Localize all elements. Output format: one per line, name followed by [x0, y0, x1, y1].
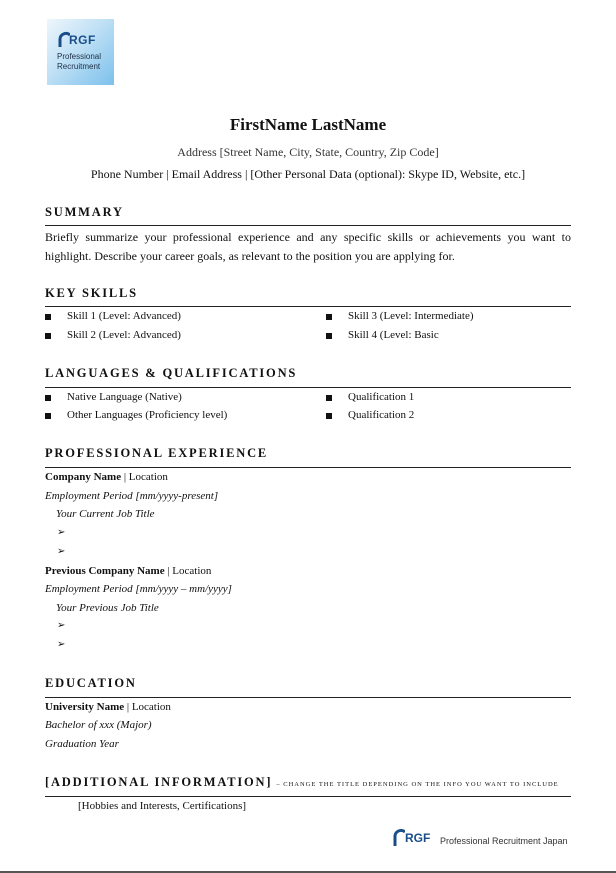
company-name: Company Name — [45, 471, 122, 483]
arrow-bullet-icon: ➢ — [57, 639, 66, 650]
bullet-square-icon — [326, 395, 332, 401]
company-line — [45, 565, 211, 577]
degree: Bachelor of xxx (Major) — [45, 719, 152, 731]
bullet-square-icon — [326, 413, 332, 419]
company-name: Previous Company Name — [45, 565, 165, 577]
logo-brand: RGF — [69, 33, 96, 47]
university-name: University Name — [45, 701, 125, 713]
arrow-bullet-icon: ➢ — [57, 620, 66, 631]
company-line — [45, 471, 168, 483]
additional-text: [Hobbies and Interests, Certifications] — [78, 800, 247, 812]
job-title: Your Current Job Title — [56, 508, 155, 520]
languages-heading: LANGUAGES & QUALIFICATIONS — [45, 366, 298, 380]
bullet-square-icon — [326, 314, 332, 320]
summary-divider — [45, 225, 571, 226]
summary-heading: SUMMARY — [45, 205, 124, 219]
job-title: Your Previous Job Title — [56, 602, 159, 614]
additional-title: [ADDITIONAL INFORMATION] — [45, 775, 273, 789]
employment-period: Employment Period [mm/yyyy – mm/yyyy] — [45, 583, 232, 595]
languages-divider — [45, 387, 571, 388]
university-location: | Location — [124, 701, 171, 713]
university-line — [45, 701, 171, 713]
footer-text: Professional Recruitment Japan — [440, 836, 568, 846]
additional-divider — [45, 796, 571, 797]
candidate-name: FirstName LastName — [229, 115, 387, 134]
experience-divider — [45, 467, 571, 468]
additional-note: – CHANGE THE TITLE DEPENDING ON THE INFO YOU WANT TO INCLUDE — [276, 781, 559, 788]
company-location: | Location — [164, 565, 212, 577]
bullet-square-icon — [326, 333, 332, 339]
bullet-square-icon — [45, 314, 51, 320]
address-line: Address [Street Name, City, State, Country, Zip Code] — [177, 145, 439, 159]
bullet-square-icon — [45, 395, 51, 401]
key-skills-divider — [45, 306, 571, 307]
key-skills-heading: KEY SKILLS — [45, 286, 138, 300]
graduation-year: Graduation Year — [45, 738, 119, 750]
company-logo — [47, 19, 114, 85]
employment-period: Employment Period [mm/yyyy-present] — [45, 490, 219, 502]
company-location: | Location — [121, 471, 168, 483]
education-divider — [45, 697, 571, 698]
logo-subtitle: Professional Recruitment — [57, 52, 102, 71]
arrow-bullet-icon: ➢ — [57, 546, 66, 557]
summary-text: Briefly summarize your professional experience and any specific skills or achievements you want to highlight. Describe your career goals, as relevant to the position you are applying for. — [45, 230, 571, 263]
footer-logo — [393, 826, 573, 850]
education-heading: EDUCATION — [45, 676, 137, 690]
bullet-square-icon — [45, 413, 51, 419]
bullet-square-icon — [45, 333, 51, 339]
additional-heading — [45, 775, 559, 790]
footer-logo-arc-icon — [393, 828, 405, 846]
contact-line: Phone Number | Email Address | [Other Personal Data (optional): Skype ID, Website, etc.] — [90, 167, 526, 181]
experience-heading: PROFESSIONAL EXPERIENCE — [45, 446, 269, 460]
arrow-bullet-icon: ➢ — [57, 527, 66, 538]
footer-brand: RGF — [405, 831, 431, 845]
